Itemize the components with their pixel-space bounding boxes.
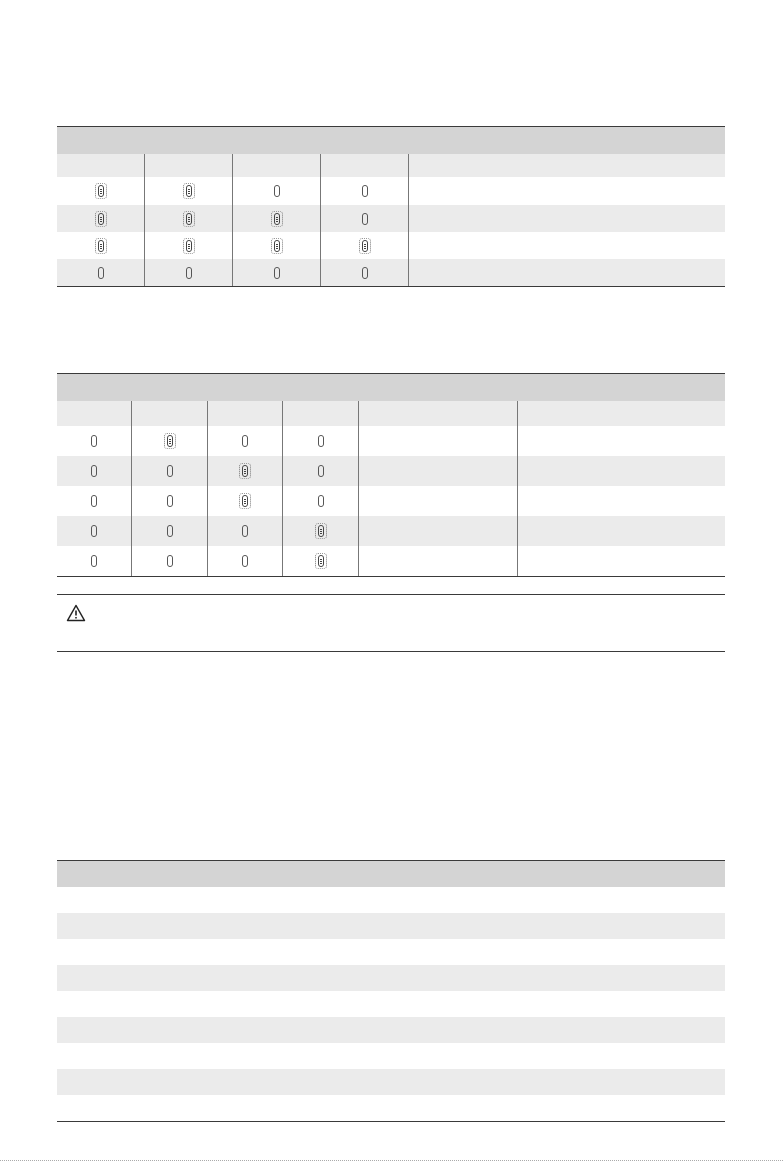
led-on-icon bbox=[274, 240, 280, 252]
table-cell bbox=[57, 177, 145, 205]
led-off-icon bbox=[91, 555, 97, 567]
table-cell bbox=[409, 232, 725, 259]
table-row bbox=[57, 516, 725, 546]
led-off-icon bbox=[318, 465, 324, 477]
table-cell bbox=[57, 456, 132, 486]
table-cell bbox=[283, 456, 359, 486]
led-off-icon bbox=[274, 267, 280, 279]
table-cell bbox=[283, 486, 359, 516]
led-off-icon bbox=[274, 185, 280, 197]
table-cell bbox=[321, 232, 409, 259]
table-cell bbox=[233, 177, 321, 205]
table-row bbox=[57, 456, 725, 486]
table-2-header-cell bbox=[518, 401, 725, 426]
table-cell bbox=[57, 205, 145, 232]
table-cell bbox=[359, 426, 518, 456]
table-cell bbox=[145, 232, 233, 259]
table-cell bbox=[518, 546, 725, 576]
table-cell bbox=[359, 456, 518, 486]
table-row bbox=[57, 232, 725, 259]
table-cell bbox=[359, 486, 518, 516]
table-cell bbox=[145, 259, 233, 286]
led-off-icon bbox=[318, 495, 324, 507]
led-off-icon bbox=[91, 465, 97, 477]
table-cell bbox=[359, 516, 518, 546]
table-1-bottom-rule bbox=[57, 286, 725, 287]
table-3-body bbox=[57, 887, 725, 1121]
table-row bbox=[57, 887, 725, 913]
table-2-header-row bbox=[57, 401, 725, 426]
table-cell bbox=[283, 516, 359, 546]
table-cell bbox=[321, 205, 409, 232]
led-status-table-1 bbox=[57, 126, 725, 287]
led-off-icon bbox=[91, 435, 97, 447]
table-cell bbox=[57, 232, 145, 259]
led-off-icon bbox=[167, 555, 173, 567]
table-row bbox=[57, 1095, 725, 1121]
led-on-icon bbox=[98, 213, 104, 225]
led-on-icon bbox=[274, 213, 280, 225]
led-on-icon bbox=[186, 185, 192, 197]
led-on-icon bbox=[362, 240, 368, 252]
table-1-header-cell bbox=[57, 154, 145, 177]
table-2-body bbox=[57, 426, 725, 576]
page-bottom-dotted-rule bbox=[0, 1160, 783, 1161]
warning-triangle-icon bbox=[66, 604, 86, 622]
table-row bbox=[57, 1017, 725, 1043]
table-cell bbox=[233, 205, 321, 232]
table-cell bbox=[283, 426, 359, 456]
table-row bbox=[57, 177, 725, 205]
led-off-icon bbox=[318, 435, 324, 447]
led-off-icon bbox=[186, 267, 192, 279]
table-cell bbox=[359, 546, 518, 576]
led-off-icon bbox=[242, 525, 248, 537]
table-cell bbox=[518, 456, 725, 486]
table-row bbox=[57, 1069, 725, 1095]
table-cell bbox=[57, 516, 132, 546]
led-off-icon bbox=[167, 495, 173, 507]
led-off-icon bbox=[242, 435, 248, 447]
table-cell bbox=[132, 426, 208, 456]
table-cell bbox=[208, 486, 283, 516]
table-cell bbox=[321, 259, 409, 286]
table-row bbox=[57, 1043, 725, 1069]
table-cell bbox=[208, 546, 283, 576]
table-row bbox=[57, 939, 725, 965]
table-cell bbox=[57, 546, 132, 576]
table-1-header-cell bbox=[321, 154, 409, 177]
led-off-icon bbox=[98, 267, 104, 279]
table-row bbox=[57, 259, 725, 286]
led-off-icon bbox=[362, 213, 368, 225]
table-row bbox=[57, 486, 725, 516]
table-1-header-cell bbox=[145, 154, 233, 177]
table-3 bbox=[57, 860, 725, 1122]
table-2-header-cell bbox=[208, 401, 283, 426]
led-off-icon bbox=[362, 185, 368, 197]
table-cell bbox=[321, 177, 409, 205]
table-1-title-band bbox=[57, 126, 725, 154]
table-1-header-cell bbox=[409, 154, 725, 177]
led-off-icon bbox=[91, 495, 97, 507]
table-cell bbox=[132, 546, 208, 576]
led-off-icon bbox=[91, 525, 97, 537]
table-cell bbox=[57, 486, 132, 516]
table-cell bbox=[409, 205, 725, 232]
table-cell bbox=[518, 486, 725, 516]
table-row bbox=[57, 546, 725, 576]
table-cell bbox=[57, 259, 145, 286]
table-2-header-cell bbox=[57, 401, 132, 426]
table-cell bbox=[409, 177, 725, 205]
table-cell bbox=[208, 516, 283, 546]
led-off-icon bbox=[167, 465, 173, 477]
table-2-bottom-rule bbox=[57, 576, 725, 577]
table-cell bbox=[233, 232, 321, 259]
table-cell bbox=[208, 426, 283, 456]
table-2-header-cell bbox=[283, 401, 359, 426]
led-off-icon bbox=[362, 267, 368, 279]
led-off-icon bbox=[242, 555, 248, 567]
table-row bbox=[57, 426, 725, 456]
table-cell bbox=[233, 259, 321, 286]
table-2-title-band bbox=[57, 373, 725, 401]
table-row bbox=[57, 913, 725, 939]
led-on-icon bbox=[167, 435, 173, 447]
led-on-icon bbox=[98, 185, 104, 197]
table-cell bbox=[57, 426, 132, 456]
led-on-icon bbox=[98, 240, 104, 252]
led-on-icon bbox=[242, 495, 248, 507]
led-status-table-2 bbox=[57, 373, 725, 577]
table-cell bbox=[283, 546, 359, 576]
table-1-header-cell bbox=[233, 154, 321, 177]
table-3-bottom-rule bbox=[57, 1121, 725, 1122]
table-cell bbox=[518, 426, 725, 456]
led-off-icon bbox=[167, 525, 173, 537]
caution-box bbox=[57, 594, 725, 652]
table-cell bbox=[132, 486, 208, 516]
led-on-icon bbox=[186, 240, 192, 252]
table-2-header-cell bbox=[359, 401, 518, 426]
table-2-header-cell bbox=[132, 401, 208, 426]
led-on-icon bbox=[242, 465, 248, 477]
table-cell bbox=[132, 516, 208, 546]
table-row bbox=[57, 991, 725, 1017]
table-row bbox=[57, 965, 725, 991]
table-cell bbox=[132, 456, 208, 486]
table-cell bbox=[409, 259, 725, 286]
table-3-header-row bbox=[57, 860, 725, 887]
led-on-icon bbox=[318, 555, 324, 567]
table-1-header-row bbox=[57, 154, 725, 177]
table-cell bbox=[208, 456, 283, 486]
table-1-body bbox=[57, 177, 725, 286]
table-cell bbox=[518, 516, 725, 546]
table-row bbox=[57, 205, 725, 232]
led-on-icon bbox=[318, 525, 324, 537]
led-on-icon bbox=[186, 213, 192, 225]
table-cell bbox=[145, 177, 233, 205]
table-cell bbox=[145, 205, 233, 232]
